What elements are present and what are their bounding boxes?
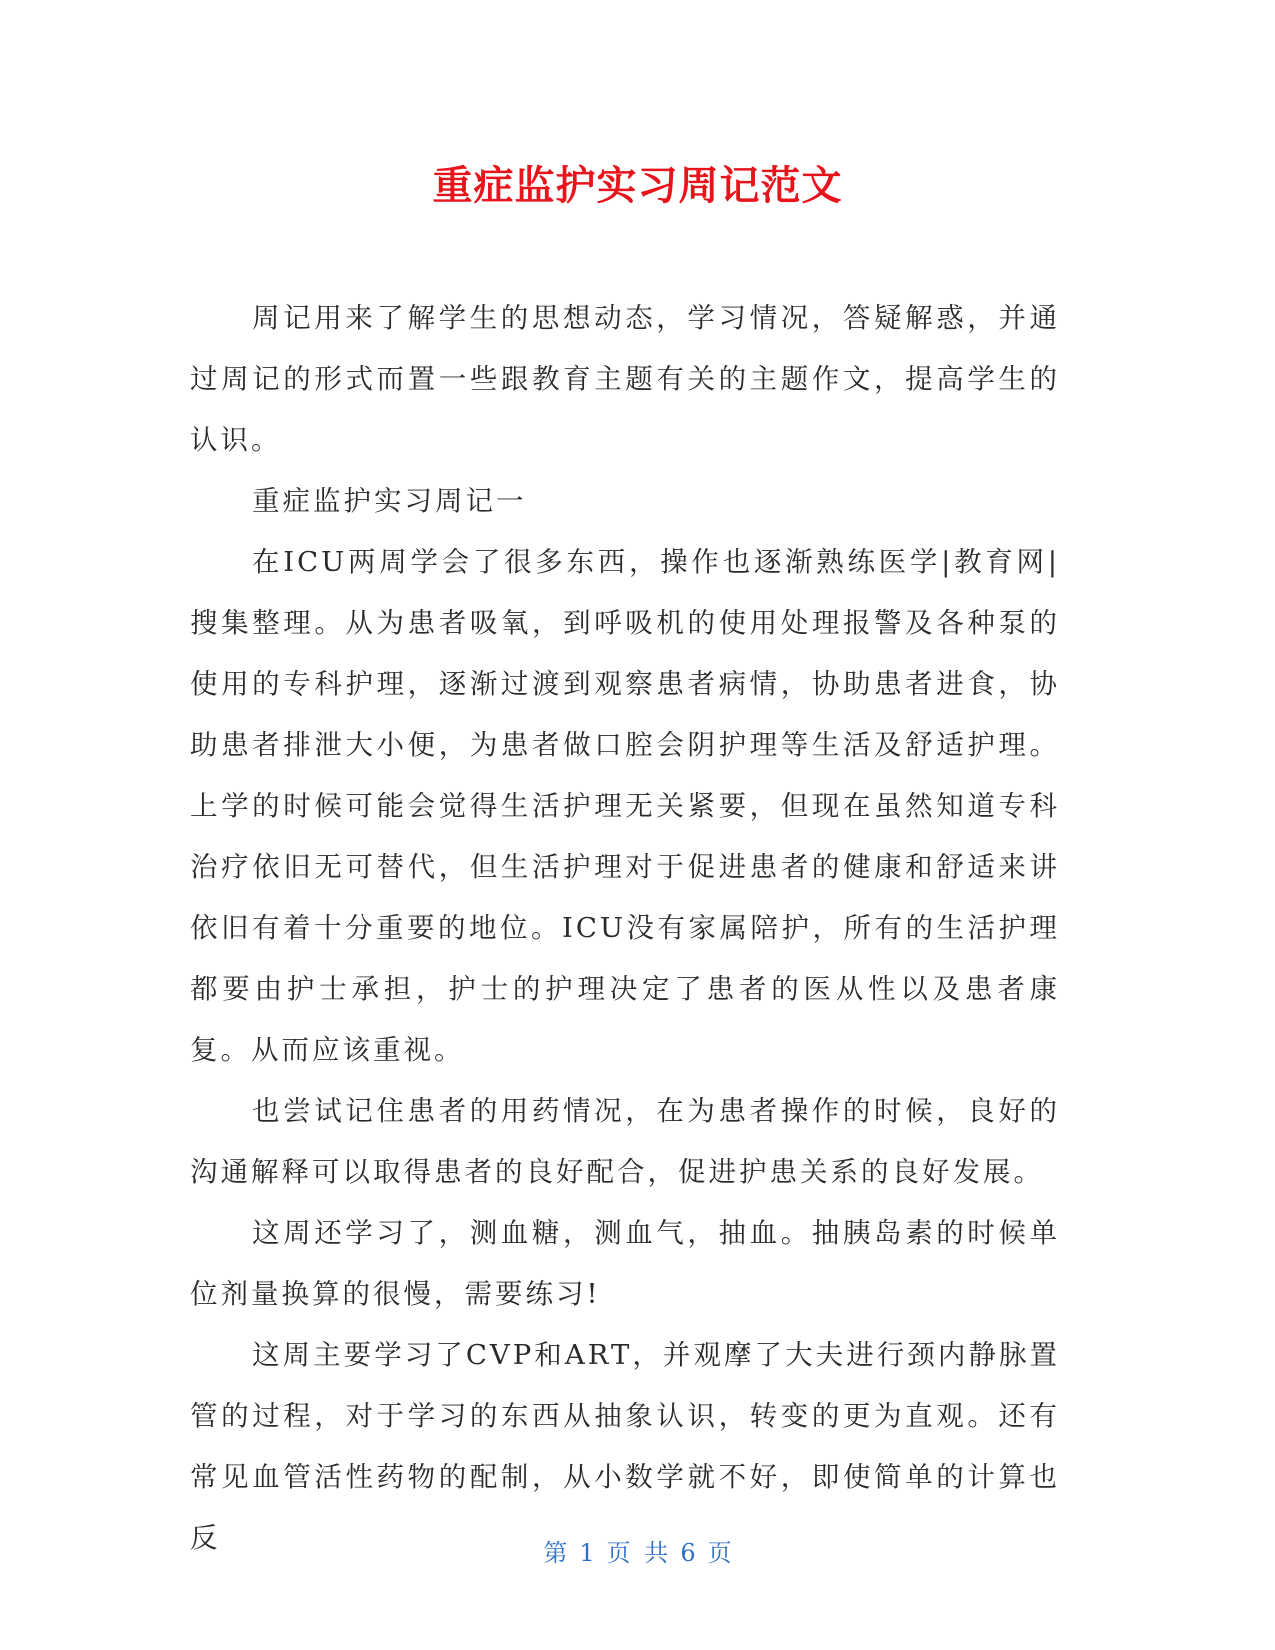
page-number-footer: [0, 1538, 1275, 1568]
footer-prefix: 第: [543, 1539, 568, 1567]
total-pages-number: 6: [680, 1539, 696, 1567]
document-title: 重症监护实习周记范文: [432, 163, 843, 209]
paragraph-intro: 周记用来了解学生的思想动态，学习情况，答疑解惑，并通过周记的形式而置一些跟教育主题有关的主题作文，提高学生的认识。: [190, 302, 1060, 456]
current-page-number: 1: [579, 1539, 595, 1567]
document-body: [190, 288, 1060, 1569]
paragraph-cvp-art: 这周主要学习了CVP和ART，并观摩了大夫进行颈内静脉置管的过程，对于学习的东西从抽象认识，转变的更为直观。还有常见血管活性药物的配制，从小数学就不好，即使简单的计算也反: [190, 1339, 1060, 1554]
paragraph-medication: 也尝试记住患者的用药情况，在为患者操作的时候，良好的沟通解释可以取得患者的良好配合，促进护患关系的良好发展。: [190, 1095, 1060, 1188]
paragraph-blood-sugar: 这周还学习了，测血糖，测血气，抽血。抽胰岛素的时候单位剂量换算的很慢，需要练习!: [190, 1217, 1060, 1310]
footer-mid: 页 共: [606, 1539, 669, 1567]
section-heading: 重症监护实习周记一: [252, 485, 527, 517]
paragraph-icu: 在ICU两周学会了很多东西，操作也逐渐熟练医学|教育网|搜集整理。从为患者吸氧，到呼吸机的使用处理报警及各种泵的使用的专科护理，逐渐过渡到观察患者病情，协助患者进食，协助患者排泄大小便，为患者做口腔会阴护理等生活及舒适护理。上学的时候可能会觉得生活护理无关紧要，但现在虽然知道专科治疗依旧无可替代，但生活护理对于促进患者的健康和舒适来讲依旧有着十分重要的地位。ICU没有家属陪护，所有的生活护理都要由护士承担，护士的护理决定了患者的医从性以及患者康复。从而应该重视。: [190, 546, 1060, 1066]
footer-suffix: 页: [707, 1539, 732, 1567]
